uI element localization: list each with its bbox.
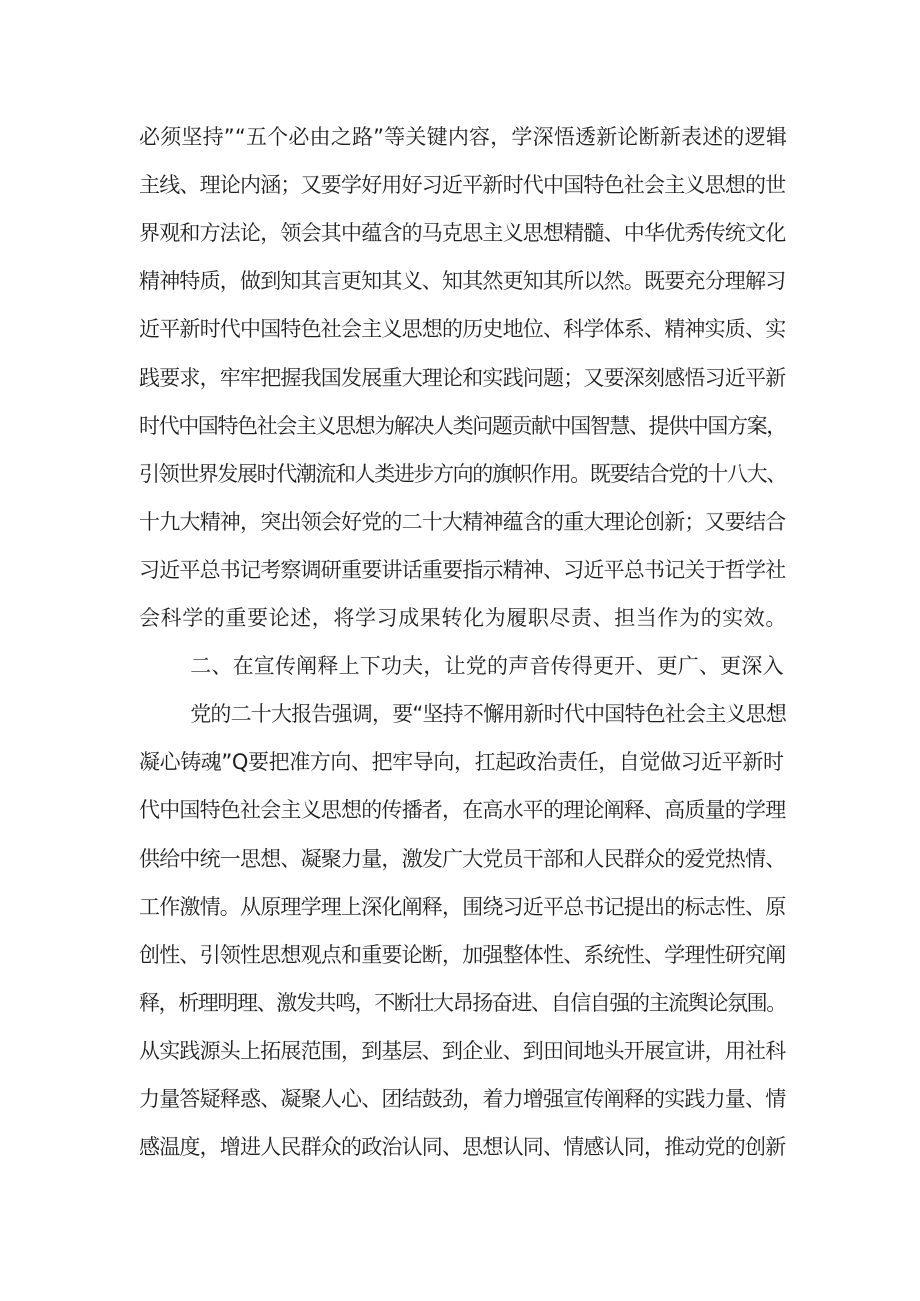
text-line: 必须坚持”“五个必由之路”等关键内容，学深悟透新论断新表述的逻辑 [139,125,788,149]
text-line: 凝心铸魂”Q要把准方向、把牢导向，扛起政治责任，自觉做习近平新时 [139,750,784,775]
text-line: 引领世界发展时代潮流和人类进步方向的旗帜作用。既要结合党的十八大、 [139,461,786,486]
text-line: 从实践源头上拓展范围，到基层、到企业、到田间地头开展宣讲，用社科 [139,1038,786,1063]
text-line: 十九大精神，突出领会好党的二十大精神蕴含的重大理论创新；又要结合 [139,509,786,534]
text-line: 释，析理明理、激发共鸣，不断壮大昂扬奋进、自信自强的主流舆论氛围。 [139,990,786,1015]
text-line: 主线、理论内涵；又要学好用好习近平新时代中国特色社会主义思想的世 [139,173,786,198]
text-line: 时代中国特色社会主义思想为解决人类问题贡献中国智慧、提供中国方案， [139,413,786,438]
paragraph-first-line: 党的二十大报告强调，要“坚持不懈用新时代中国特色社会主义思想 [190,702,787,727]
paragraph-first-line: 二、在宣传阐释上下功夫，让党的声音传得更开、更广、更深入 [190,654,784,679]
text-line: 工作激情。从原理学理上深化阐释，围绕习近平总书记提出的标志性、原 [139,894,786,919]
text-line: 感温度，增进人民群众的政治认同、思想认同、情感认同，推动党的创新 [139,1135,786,1160]
text-line: 会科学的重要论述，将学习成果转化为履职尽责、担当作为的实效。 [139,606,787,630]
text-line: 创性、引领性思想观点和重要论断，加强整体性、系统性、学理性研究阐 [139,942,786,967]
text-line: 代中国特色社会主义思想的传播者，在高水平的理论阐释、高质量的学理 [139,798,786,823]
text-line: 供给中统一思想、凝聚力量，激发广大党员干部和人民群众的爱党热情、 [139,846,786,871]
text-line: 近平新时代中国特色社会主义思想的历史地位、科学体系、精神实质、实 [139,317,786,342]
text-line: 界观和方法论，领会其中蕴含的马克思主义思想精髓、中华优秀传统文化 [139,221,786,246]
text-line: 力量答疑释惑、凝聚人心、团结鼓劲，着力增强宣传阐释的实践力量、情 [139,1087,786,1111]
text-line: 习近平总书记考察调研重要讲话重要指示精神、习近平总书记关于哲学社 [139,557,786,582]
text-line: 精神特质，做到知其言更知其义、知其然更知其所以然。既要充分理解习 [139,269,786,294]
text-line: 践要求，牢牢把握我国发展重大理论和实践问题；又要深刻感悟习近平新 [139,365,786,390]
